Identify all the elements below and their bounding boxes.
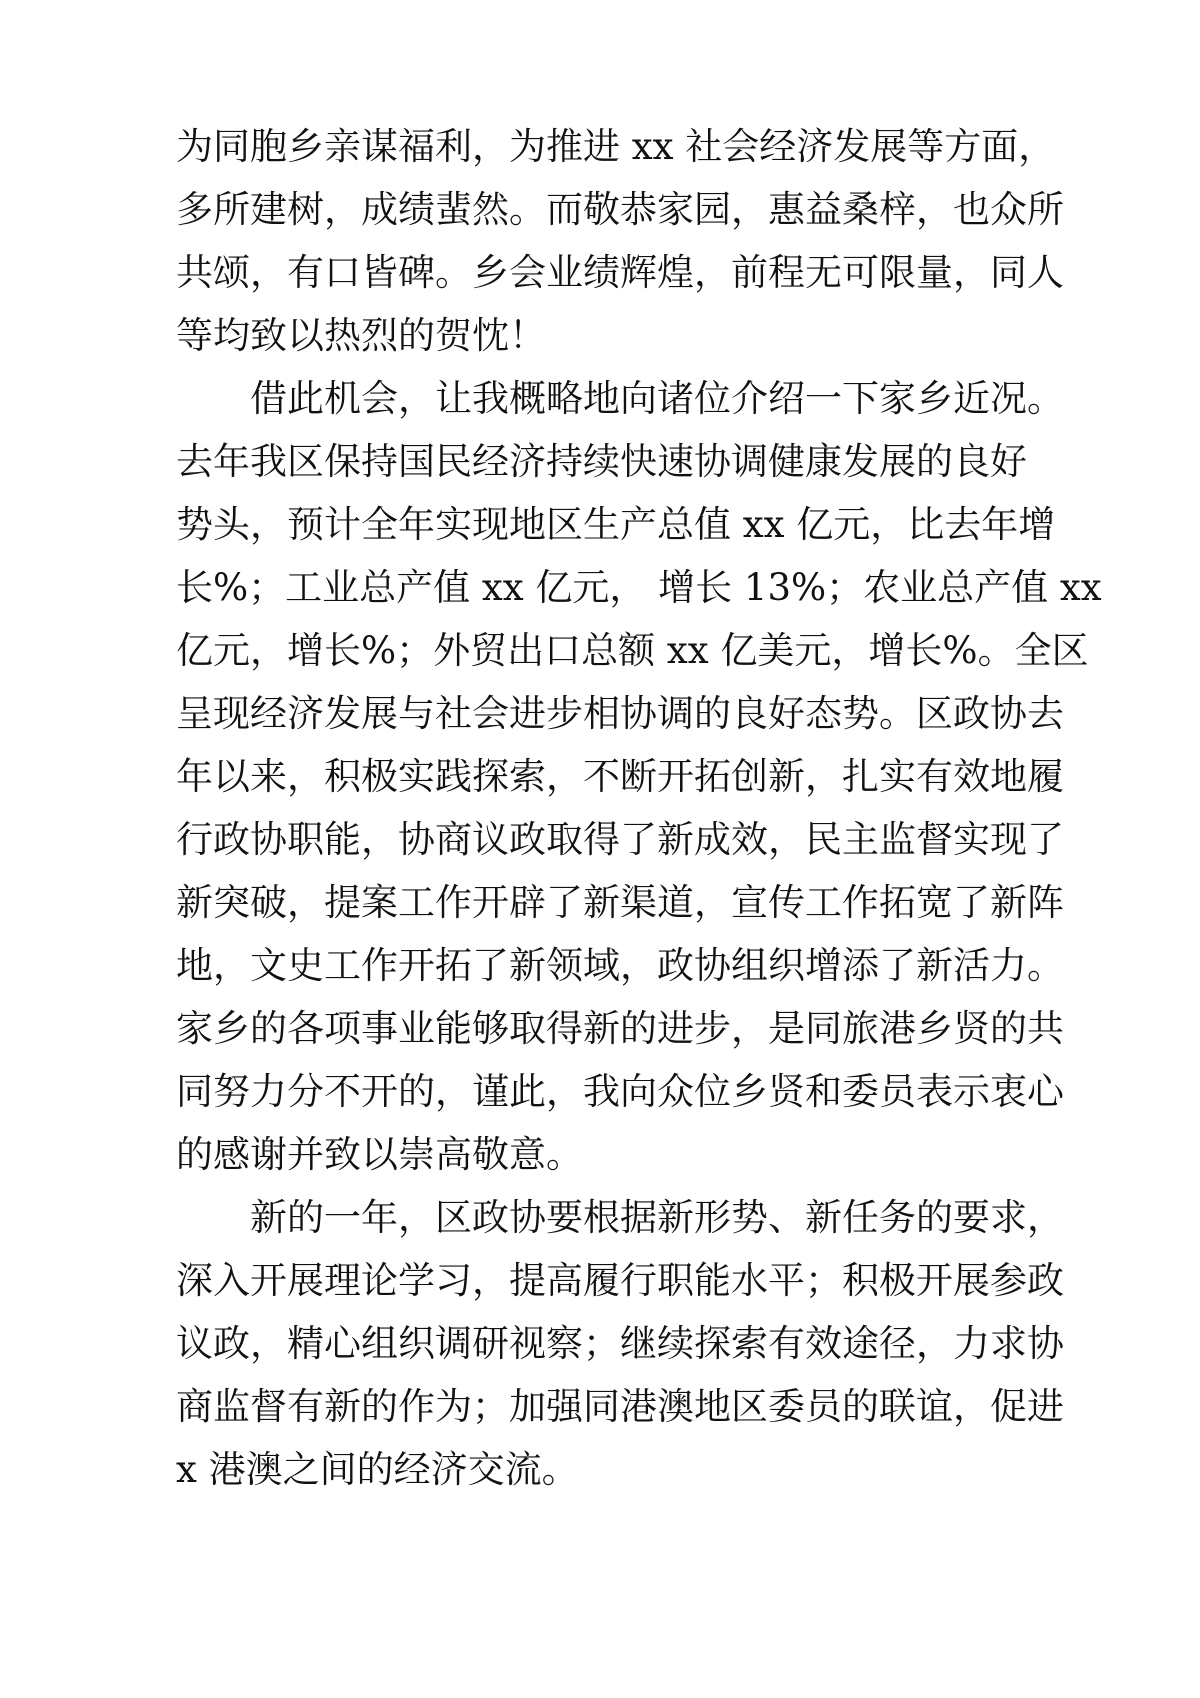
text-line: 的感谢并致以崇高敬意。 <box>176 1133 583 1176</box>
text-line: 为同胞乡亲谋福利，为推进 xx 社会经济发展等方面， <box>176 125 1056 168</box>
paragraph-1 <box>176 115 1064 367</box>
document-body <box>176 115 1102 1501</box>
text-line: 亿元，增长%；外贸出口总额 xx 亿美元，增长%。全区 <box>176 629 1089 672</box>
text-line: 行政协职能，协商议政取得了新成效，民主监督实现了 <box>176 818 1064 861</box>
text-line: 深入开展理论学习，提高履行职能水平；积极开展参政 <box>176 1259 1064 1302</box>
text-line: 呈现经济发展与社会进步相协调的良好态势。区政协去 <box>176 692 1064 735</box>
text-line: x 港澳之间的经济交流。 <box>176 1448 579 1491</box>
text-line: 借此机会，让我概略地向诸位介绍一下家乡近况。 <box>250 377 1064 420</box>
text-line: 等均致以热烈的贺忱！ <box>176 314 546 357</box>
text-line: 同努力分不开的，谨此，我向众位乡贤和委员表示衷心 <box>176 1070 1064 1113</box>
text-line: 地，文史工作开拓了新领域，政协组织增添了新活力。 <box>176 944 1064 987</box>
paragraph-2 <box>176 367 1102 1186</box>
text-line: 势头，预计全年实现地区生产总值 xx 亿元，比去年增 <box>176 503 1056 546</box>
text-line: 长%；工业总产值 xx 亿元， 增长 13%；农业总产值 xx <box>176 566 1102 609</box>
text-line: 家乡的各项事业能够取得新的进步，是同旅港乡贤的共 <box>176 1007 1064 1050</box>
text-line: 年以来，积极实践探索，不断开拓创新，扎实有效地履 <box>176 755 1064 798</box>
text-line: 新的一年，区政协要根据新形势、新任务的要求， <box>250 1196 1064 1239</box>
text-line: 多所建树，成绩蜚然。而敬恭家园，惠益桑梓，也众所 <box>176 188 1064 231</box>
text-line: 共颂，有口皆碑。乡会业绩辉煌，前程无可限量，同人 <box>176 251 1064 294</box>
paragraph-3 <box>176 1186 1064 1501</box>
text-line: 商监督有新的作为；加强同港澳地区委员的联谊，促进 <box>176 1385 1064 1428</box>
text-line: 去年我区保持国民经济持续快速协调健康发展的良好 <box>176 440 1027 483</box>
text-line: 新突破，提案工作开辟了新渠道，宣传工作拓宽了新阵 <box>176 881 1064 924</box>
text-line: 议政，精心组织调研视察；继续探索有效途径，力求协 <box>176 1322 1064 1365</box>
